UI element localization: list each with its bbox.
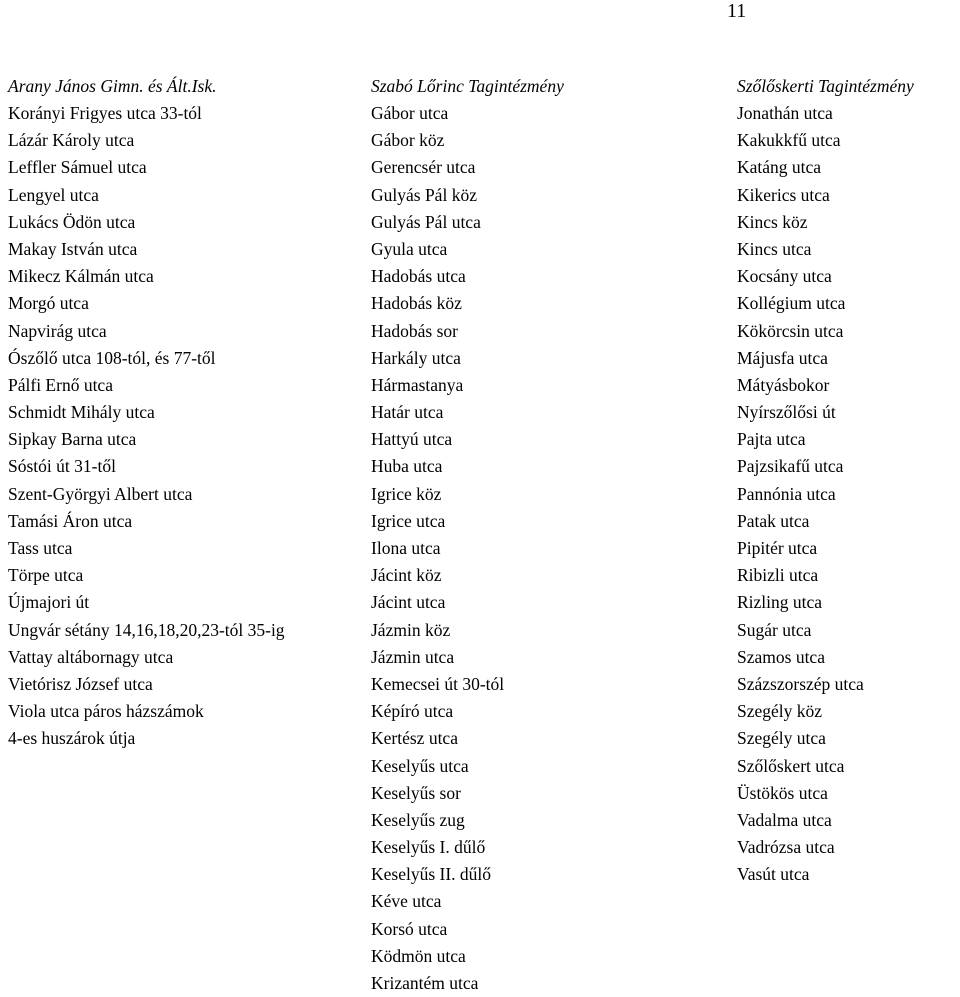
street-item: Gulyás Pál utca (371, 211, 481, 232)
street-item: Kökörcsin utca (737, 320, 844, 341)
street-item: Keselyűs zug (371, 809, 465, 830)
street-item: Pannónia utca (737, 483, 836, 504)
street-item: Rizling utca (737, 592, 823, 613)
street-item: Keselyűs sor (371, 782, 461, 803)
street-item: Lukács Ödön utca (8, 211, 136, 232)
street-item: Vadrózsa utca (737, 837, 835, 858)
street-item: Patak utca (737, 510, 810, 531)
street-item: Igrice utca (371, 510, 446, 531)
column-heading: Arany János Gimn. és Ált.Isk. (8, 76, 217, 96)
street-item: Képíró utca (371, 701, 454, 722)
street-item: Szegély utca (737, 728, 826, 749)
street-item: Pálfi Ernő utca (8, 374, 113, 395)
street-item: Schmidt Mihály utca (8, 402, 155, 423)
street-item: Korsó utca (371, 918, 448, 939)
street-item: Keselyűs I. dűlő (371, 837, 486, 858)
street-item: Vietórisz József utca (8, 673, 153, 694)
street-item: Nyírszőlősi út (737, 402, 836, 423)
street-item: Szegély köz (737, 701, 823, 722)
street-item: Százszorszép utca (737, 673, 864, 694)
street-item: Kocsány utca (737, 266, 832, 287)
street-item: Ilona utca (371, 538, 441, 558)
street-item: Pajta utca (737, 429, 806, 450)
street-item: Mátyásbokor (737, 374, 830, 395)
street-item: Vasút utca (737, 864, 810, 885)
street-item: Tass utca (8, 538, 73, 558)
street-item: Morgó utca (8, 293, 89, 314)
street-item: Ungvár sétány 14,16,18,20,23-tól 35-ig (8, 619, 285, 640)
street-item: Leffler Sámuel utca (8, 157, 147, 178)
street-item: Pipitér utca (737, 538, 818, 558)
street-item: Lengyel utca (8, 184, 99, 205)
school-column-szoloskerti (737, 73, 914, 888)
street-item: Kemecsei út 30-tól (371, 673, 505, 694)
street-item: Hattyú utca (371, 429, 453, 450)
street-item: Sóstói út 31-től (8, 456, 116, 477)
street-item: Lázár Károly utca (8, 130, 135, 151)
street-item: Sipkay Barna utca (8, 429, 137, 450)
street-item: Hadobás köz (371, 293, 462, 314)
street-item: Jácint köz (371, 565, 442, 586)
street-list (737, 100, 914, 888)
street-item: Jácint utca (371, 592, 446, 613)
street-item: Igrice köz (371, 483, 442, 504)
street-item: Tamási Áron utca (8, 510, 133, 531)
street-item: Gulyás Pál köz (371, 184, 477, 205)
street-item: Hadobás utca (371, 266, 466, 287)
street-item: Vattay altábornagy utca (8, 646, 174, 667)
street-item: Keselyűs II. dűlő (371, 864, 492, 885)
column-heading: Szőlőskerti Tagintézmény (737, 76, 914, 96)
street-item: Viola utca páros házszámok (8, 701, 204, 722)
street-item: Vadalma utca (737, 809, 832, 830)
street-item: Keselyűs utca (371, 755, 469, 776)
street-list (371, 100, 564, 997)
street-item: Pajzsikafű utca (737, 456, 844, 477)
street-item: Huba utca (371, 456, 443, 477)
street-item: 4-es huszárok útja (8, 728, 136, 749)
street-item: Kakukkfű utca (737, 130, 841, 151)
column-heading: Szabó Lőrinc Tagintézmény (371, 76, 564, 96)
street-item: Májusfa utca (737, 347, 828, 368)
street-item: Határ utca (371, 402, 444, 423)
school-column-arany-janos (8, 73, 285, 753)
street-item: Ribizli utca (737, 565, 819, 586)
street-item: Mikecz Kálmán utca (8, 266, 154, 287)
street-item: Hármastanya (371, 374, 464, 395)
street-item: Ószőlő utca 108-tól, és 77-től (8, 347, 216, 368)
street-item: Újmajori út (8, 592, 90, 613)
street-item: Gyula utca (371, 238, 448, 259)
street-item: Kéve utca (371, 891, 442, 912)
street-item: Korányi Frigyes utca 33-tól (8, 103, 202, 123)
street-item: Katáng utca (737, 157, 822, 178)
street-item: Szent-Györgyi Albert utca (8, 483, 193, 504)
street-item: Gábor utca (371, 103, 449, 123)
street-item: Gerencsér utca (371, 157, 476, 178)
street-item: Jonathán utca (737, 103, 833, 123)
street-item: Krizantém utca (371, 973, 479, 993)
street-item: Kincs utca (737, 238, 812, 259)
street-item: Kikerics utca (737, 184, 830, 205)
street-item: Szőlőskert utca (737, 755, 845, 776)
street-item: Kertész utca (371, 728, 458, 749)
street-item: Jázmin köz (371, 619, 451, 640)
street-item: Makay István utca (8, 238, 138, 259)
street-item: Üstökös utca (737, 782, 828, 803)
street-item: Ködmön utca (371, 945, 466, 966)
school-column-szabo-lorinc (371, 73, 564, 997)
street-list (8, 100, 285, 753)
street-item: Szamos utca (737, 646, 825, 667)
page-number: 11 (727, 0, 747, 22)
street-item: Jázmin utca (371, 646, 455, 667)
street-item: Sugár utca (737, 619, 812, 640)
street-item: Törpe utca (8, 565, 84, 586)
street-item: Napvirág utca (8, 320, 107, 341)
street-item: Kollégium utca (737, 293, 846, 314)
street-item: Harkály utca (371, 347, 461, 368)
street-item: Gábor köz (371, 130, 445, 151)
street-item: Kincs köz (737, 211, 808, 232)
street-item: Hadobás sor (371, 320, 458, 341)
